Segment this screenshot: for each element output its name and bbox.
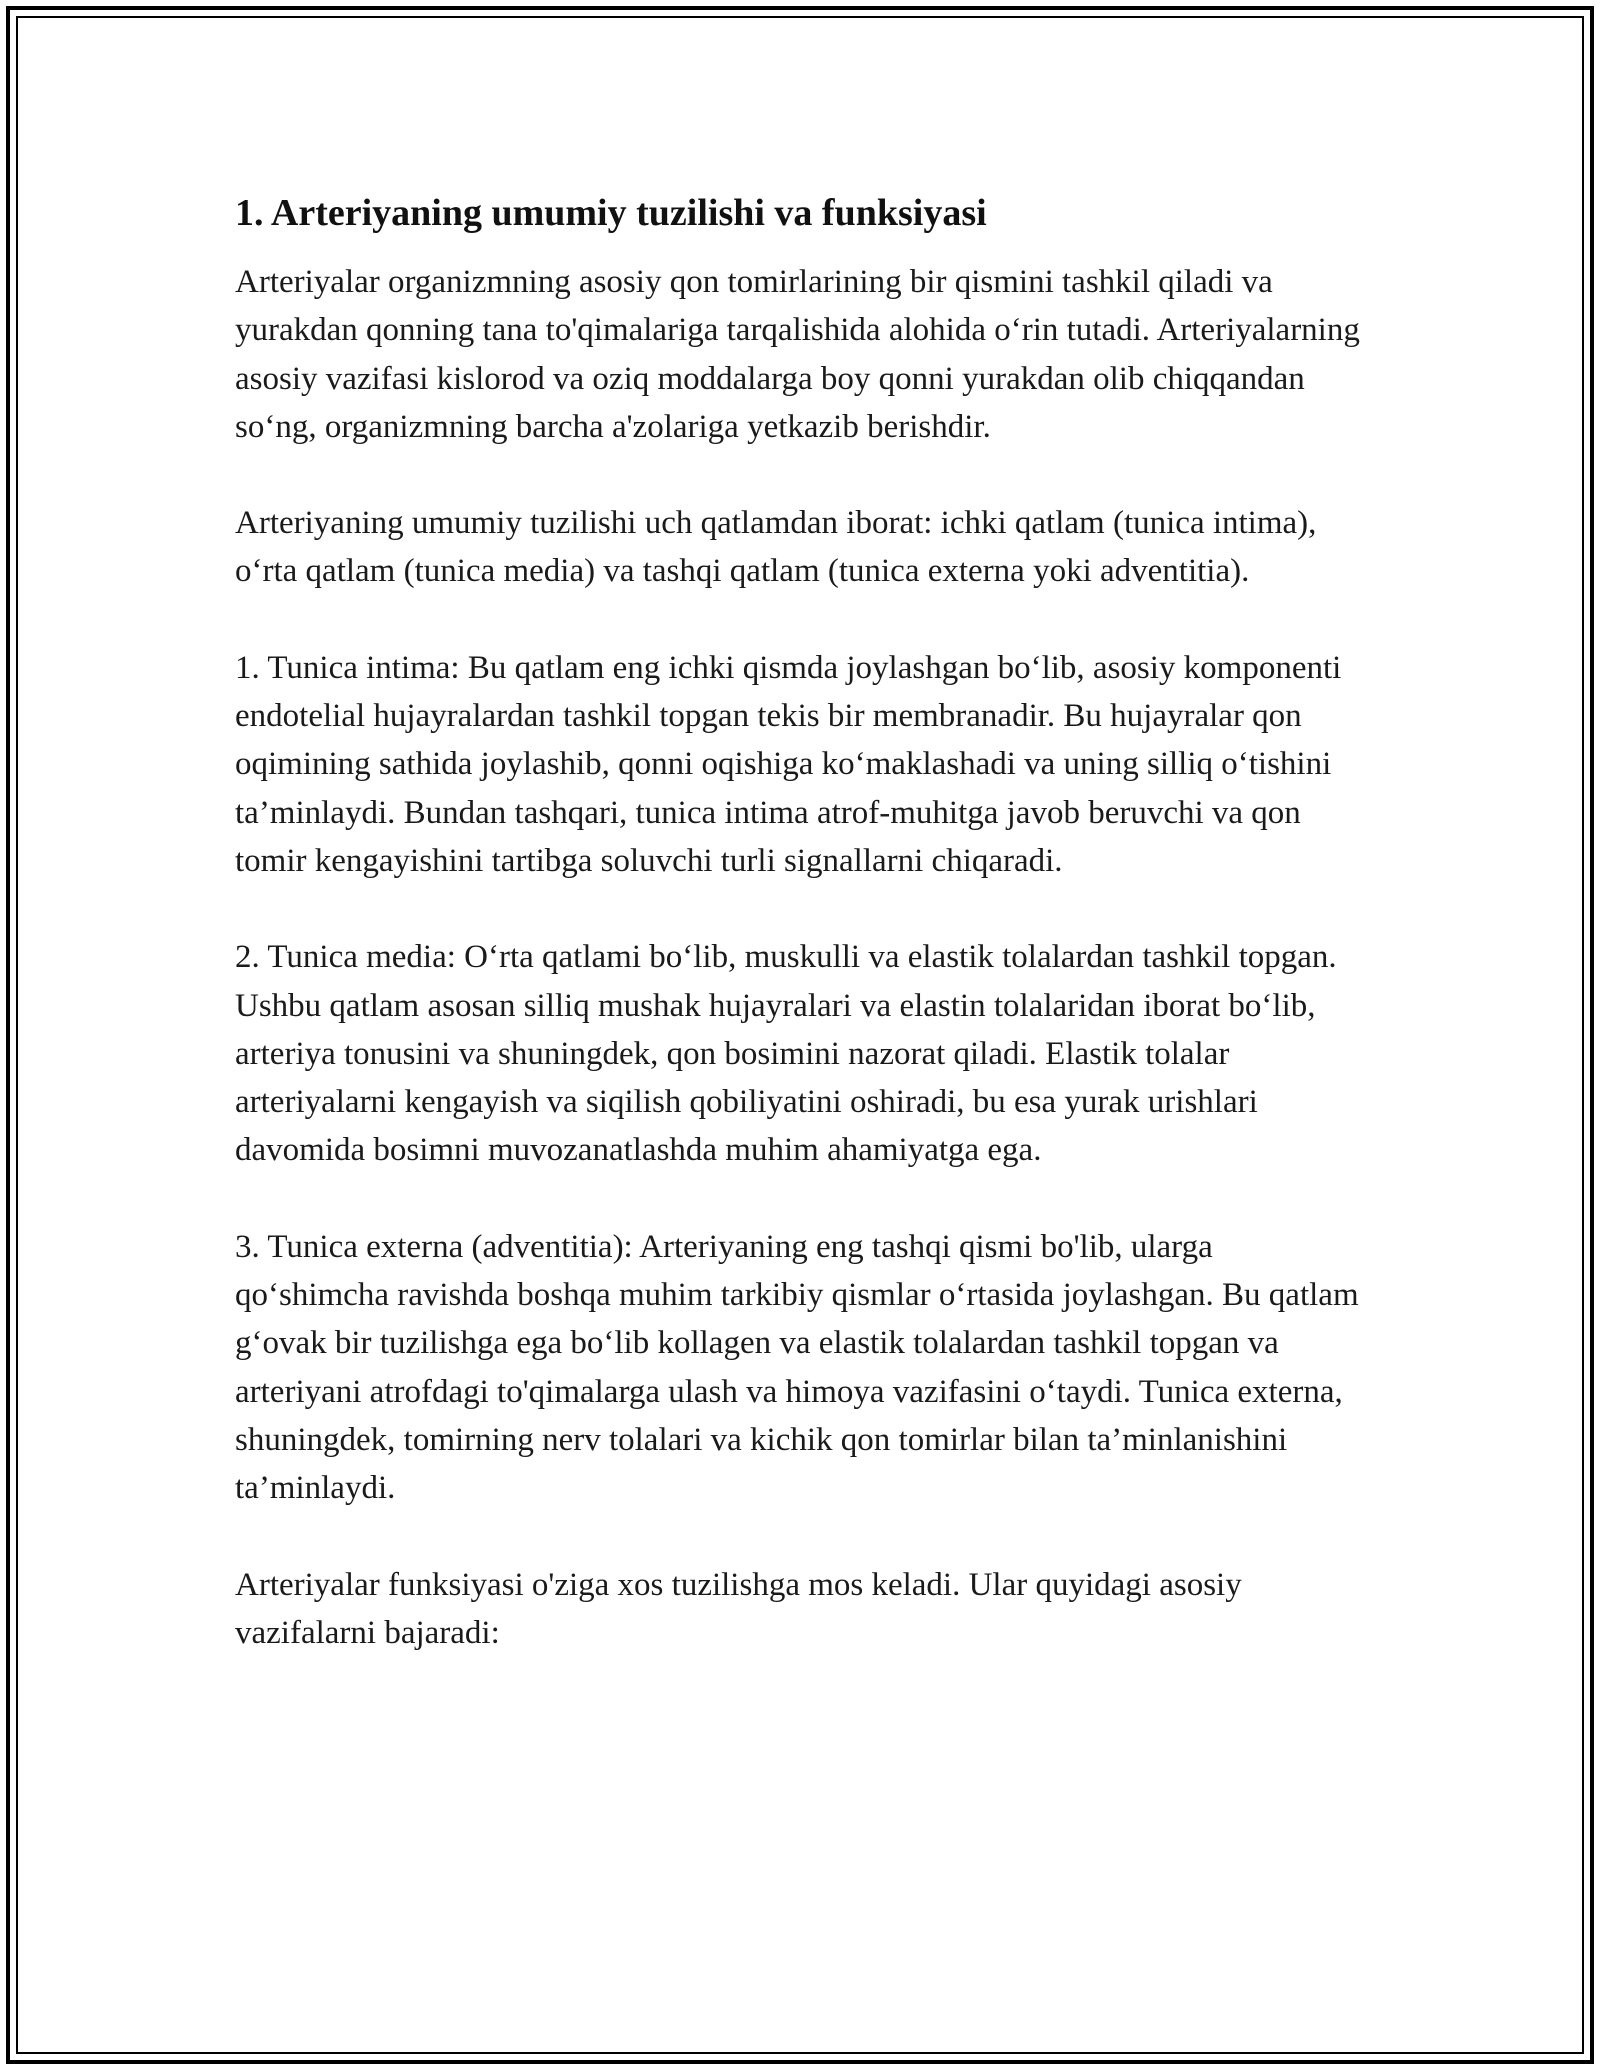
- paragraph-tunica-media: 2. Tunica media: O‘rta qatlami bo‘lib, muskulli va elastik tolalardan tashkil topgan. Ushbu qatlam asosan silliq mushak hujayralari va elastin tolalaridan iborat bo‘lib, arteriya tonusini va shuningdek, qon bosimini nazorat qiladi. Elastik tolalar arteriyalarni kengayish va siqilish qobiliyatini oshiradi, bu esa yurak urishlari davomida bosimni muvozanatlashda muhim ahamiyatga ega.: [235, 939, 1337, 1169]
- paragraph-tunica-intima: 1. Tunica intima: Bu qatlam eng ichki qismda joylashgan bo‘lib, asosiy komponenti endotelial hujayralardan tashkil topgan tekis bir membranadir. Bu hujayralar qon oqimining sathida joylashib, qonni oqishiga ko‘maklashadi va uning silliq o‘tishini ta’minlaydi. Bundan tashqari, tunica intima atrof-muhitga javob beruvchi va qon tomir kengayishini tartibga soluvchi turli signallarni chiqaradi.: [235, 649, 1342, 879]
- paragraph-structure: Arteriyaning umumiy tuzilishi uch qatlamdan iborat: ichki qatlam (tunica intima), o‘rta qatlam (tunica media) va tashqi qatlam (tunica externa yoki adventitia).: [235, 505, 1317, 590]
- paragraph-intro: Arteriyalar organizmning asosiy qon tomirlarining bir qismini tashkil qiladi va yurakdan qonning tana to'qimalariga tarqalishida alohida o‘rin tutadi. Arteriyalarning asosiy vazifasi kislorod va oziq moddalarga boy qonni yurakdan olib chiqqandan so‘ng, organizmning barcha a'zolariga yetkazib berishdir.: [235, 264, 1360, 445]
- paragraph-tunica-externa: 3. Tunica externa (adventitia): Arteriyaning eng tashqi qismi bo'lib, ularga qo‘shimcha ravishda boshqa muhim tarkibiy qismlar o‘rtasida joylashgan. Bu qatlam g‘ovak bir tuzilishga ega bo‘lib kollagen va elastik tolalardan tashkil topgan va arteriyani atrofdagi to'qimalarga ulash va himoya vazifasini o‘taydi. Tunica externa, shuningdek, tomirning nerv tolalari va kichik qon tomirlar bilan ta’minlanishini ta’minlaydi.: [235, 1228, 1359, 1507]
- section-heading: 1. Arteriyaning umumiy tuzilishi va funksiyasi: [235, 192, 987, 234]
- paragraph-functions: Arteriyalar funksiyasi o'ziga xos tuzilishga mos keladi. Ular quyidagi asosiy vazifalarni bajaradi:: [235, 1566, 1242, 1651]
- document-body: [235, 188, 1370, 1705]
